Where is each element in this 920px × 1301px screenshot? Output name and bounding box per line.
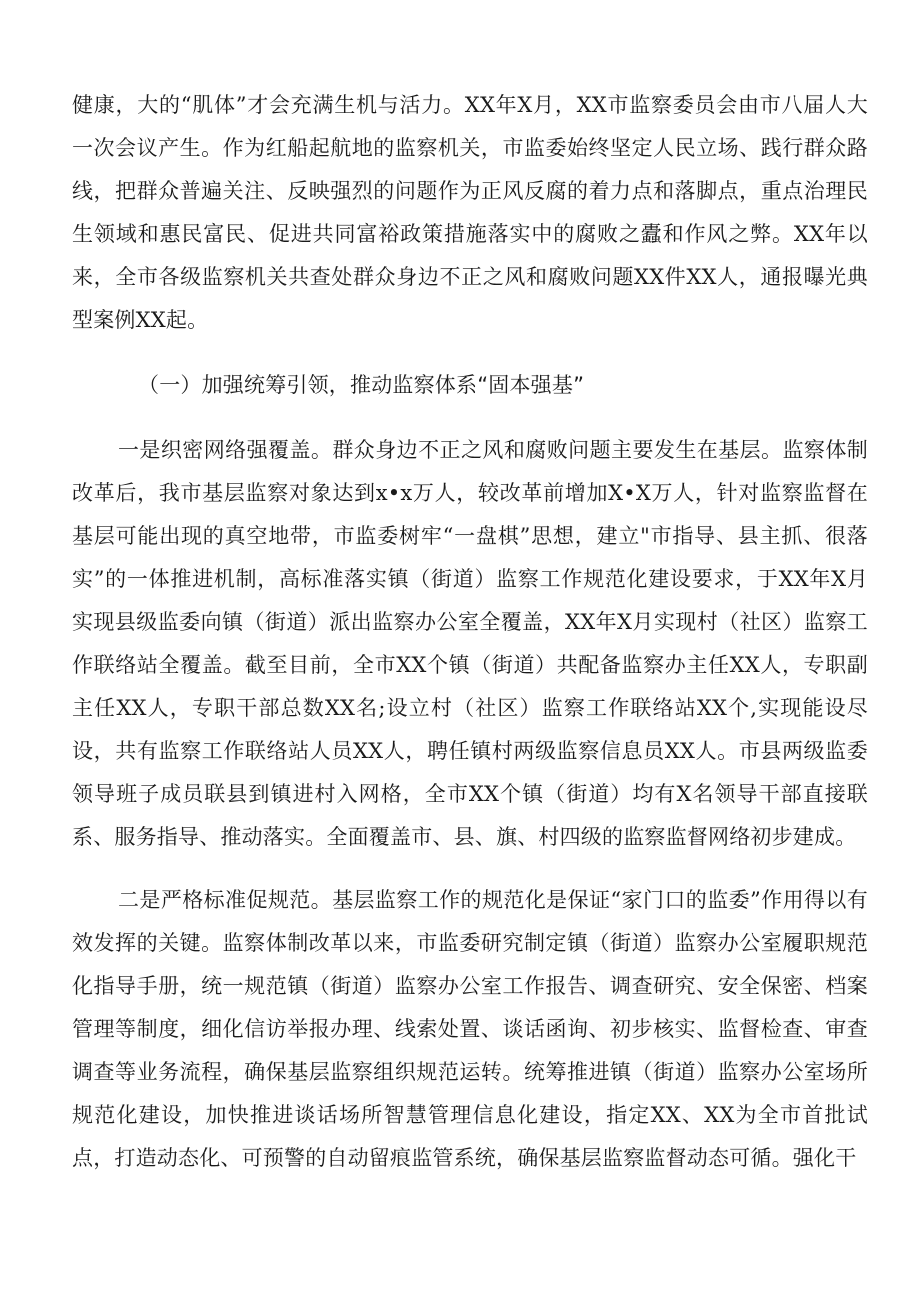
paragraph-gap <box>72 859 868 879</box>
body-paragraph-1: 一是织密网络强覆盖。群众身边不正之风和腐败问题主要发生在基层。监察体制改革后，我市基层监察对象达到x•x万人，较改革前增加X•X万人，针对监察监督在基层可能出现的真空地带，市监委树牢“一盘棋”思想，建立"市指导、县主抓、很落实”的一体推进机制，高标准落实镇（街道）监察工作规范化建设要求，于XX年X月实现县级监委向镇（街道）派出监察办公室全覆盖，XX年X月实现村（社区）监察工作联络站全覆盖。截至目前，全市XX个镇（街道）共配备监察办主任XX人，专职副主任XX人，专职干部总数XX名;设立村（社区）监察工作联络站XX个,实现能设尽设，共有监察工作联络站人员XX人，聘任镇村两级监察信息员XX人。市县两级监委领导班子成员联县到镇进村入网格，全市XX个镇（街道）均有X名领导干部直接联系、服务指导、推动落实。全面覆盖市、县、旗、村四级的监察监督网络初步建成。 <box>72 438 868 849</box>
body-paragraph-2: 二是严格标准促规范。基层监察工作的规范化是保证“家门口的监委”作用得以有效发挥的关键。监察体制改革以来，市监委研究制定镇（街道）监察办公室履职规范化指导手册，统一规范镇（街道）监察办公室工作报告、调查研究、安全保密、档案管理等制度，细化信访举报办理、线索处置、谈话函询、初步核实、监督检查、审查调查等业务流程，确保基层监察组织规范运转。统筹推进镇（街道）监察办公室场所规范化建设，加快推进谈话场所智慧管理信息化建设，指定XX、XX为全市首批试点，打造动态化、可预警的自动留痕监管系统，确保基层监察监督动态可循。强化干 <box>72 888 868 1170</box>
intro-paragraph: 健康，大的“肌体”才会充满生机与活力。XX年X月，XX市监察委员会由市八届人大一次会议产生。作为红船起航地的监察机关，市监委始终坚定人民立场、践行群众路线，把群众普遍关注、反映强烈的问题作为正风反腐的着力点和落脚点，重点治理民生领域和惠民富民、促进共同富裕政策措施落实中的腐败之蠹和作风之弊。XX年以来，全市各级监察机关共查处群众身边不正之风和腐败问题XX件XX人，通报曝光典型案例XX起。 <box>72 93 868 332</box>
document-page <box>72 84 868 1180</box>
section-heading: （一）加强统筹引领，推动监察体系“固本强基” <box>138 373 585 397</box>
